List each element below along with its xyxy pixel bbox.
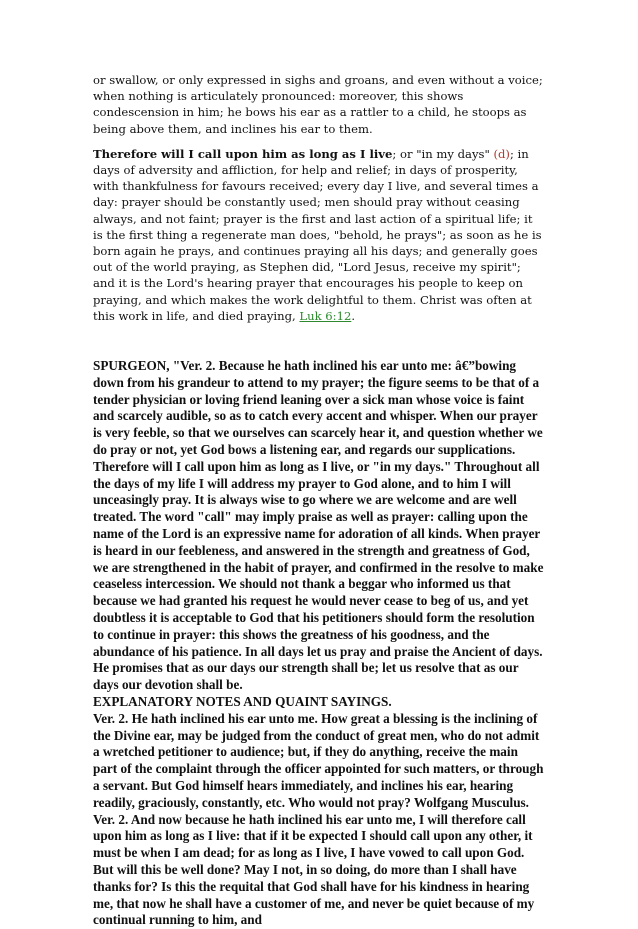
document-page [93, 72, 545, 929]
therefore-paragraph: Therefore will I call upon him as long as I live, or "in my days." Throughout all the days of my life I will address my prayer to God alone, and to him I will unceasingly pray. It is always wise to go where we are welcome and are well treated. The word "call" may imply praise as well as prayer: calling upon the name of the Lord is an expressive name for adoration of all kinds. When prayer is heard in our feebleness, and answered in the strength and greatness of God, we are strengthened in the habit of prayer, and confirmed in the resolve to make ceaseless intercession. We should not thank a beggar who informed us that because we had granted his request he would never cease to beg of us, and yet doubtless it is acceptable to God that his petitioners should form the resolution to continue in prayer: this shows the greatness of his goodness, and the abundance of his patience. In all days let us pray and praise the Ancient of days. He promises that as our days our strength shall be; let us resolve that as our days our devotion shall be. [93, 458, 544, 693]
paragraph-continuation: or swallow, or only expressed in sighs and groans, and even without a voice; when nothing is articulately pronounced: moreover, this shows condescension in him; he bows his ear as a rattler to a child, he stoops as being above them, and inclines his ear to them. [93, 73, 543, 136]
scripture-link[interactable]: Luk 6:12 [299, 308, 352, 323]
commentary-body: ; in days of adversity and affliction, for help and relief; in days of prosperity, with thankfulness for favours received; every day I live, and several times a day: prayer should be constantly used; men should pray without ceasing always, and not faint; prayer is the first and last action of a spiritual life; it is the first thing a regenerate man does, "behold, he prays"; as soon as he is born again he prays, and continues praying all his days; and generally goes out of the world praying, as Stephen did, "Lord Jesus, receive my spirit"; and it is the Lord's hearing prayer that encourages his people to keep on praying, and which makes the work delightful to them. Christ was often at this work in life, and died praying, [93, 146, 542, 323]
verse-lead: Therefore will I call upon him as long as I live [93, 146, 393, 161]
note-continuation: Ver. 2. And now because he hath inclined his ear unto me, I will therefore call upon him as long as I live: that if it be expected I should call upon any other, it must be when I am dead; for as long as I live, I have vowed to call upon God. But will this be well done? May I not, in so doing, do more than I shall have thanks for? Is this the requital that God shall have for his kindness in hearing me, that now he shall have a customer of me, and never be quiet because of my continual running to him, and [93, 811, 535, 928]
spurgeon-paragraph: SPURGEON, "Ver. 2. Because he hath inclined his ear unto me: â€”bowing down from his grandeur to attend to my prayer; the figure seems to be that of a tender physician or loving friend leaning over a sick man whose voice is faint and scarcely audible, so as to catch every accent and whisper. When our prayer is very feeble, so that we ourselves can scarcely hear it, and question whether we do pray or not, yet God bows a listening ear, and regards our supplications. [93, 358, 543, 458]
section-heading: EXPLANATORY NOTES AND QUAINT SAYINGS. [93, 693, 392, 709]
period: . [351, 308, 356, 323]
verse-gloss: ; or "in my days" [392, 146, 494, 161]
paragraph-commentary [93, 146, 545, 324]
footnote-reference[interactable]: (d) [493, 146, 510, 161]
note-musculus: Ver. 2. He hath inclined his ear unto me. How great a blessing is the inclining of the Divine ear, may be judged from the conduct of great men, who do not admit a wretched petitioner to audience; but, if they do anything, receive the main part of the complaint through the officer appointed for such matters, or through a servant. But God himself hears immediately, and inclines his ear, hearing readily, graciously, constantly, etc. Who would not pray? Wolfgang Musculus. [93, 710, 544, 810]
